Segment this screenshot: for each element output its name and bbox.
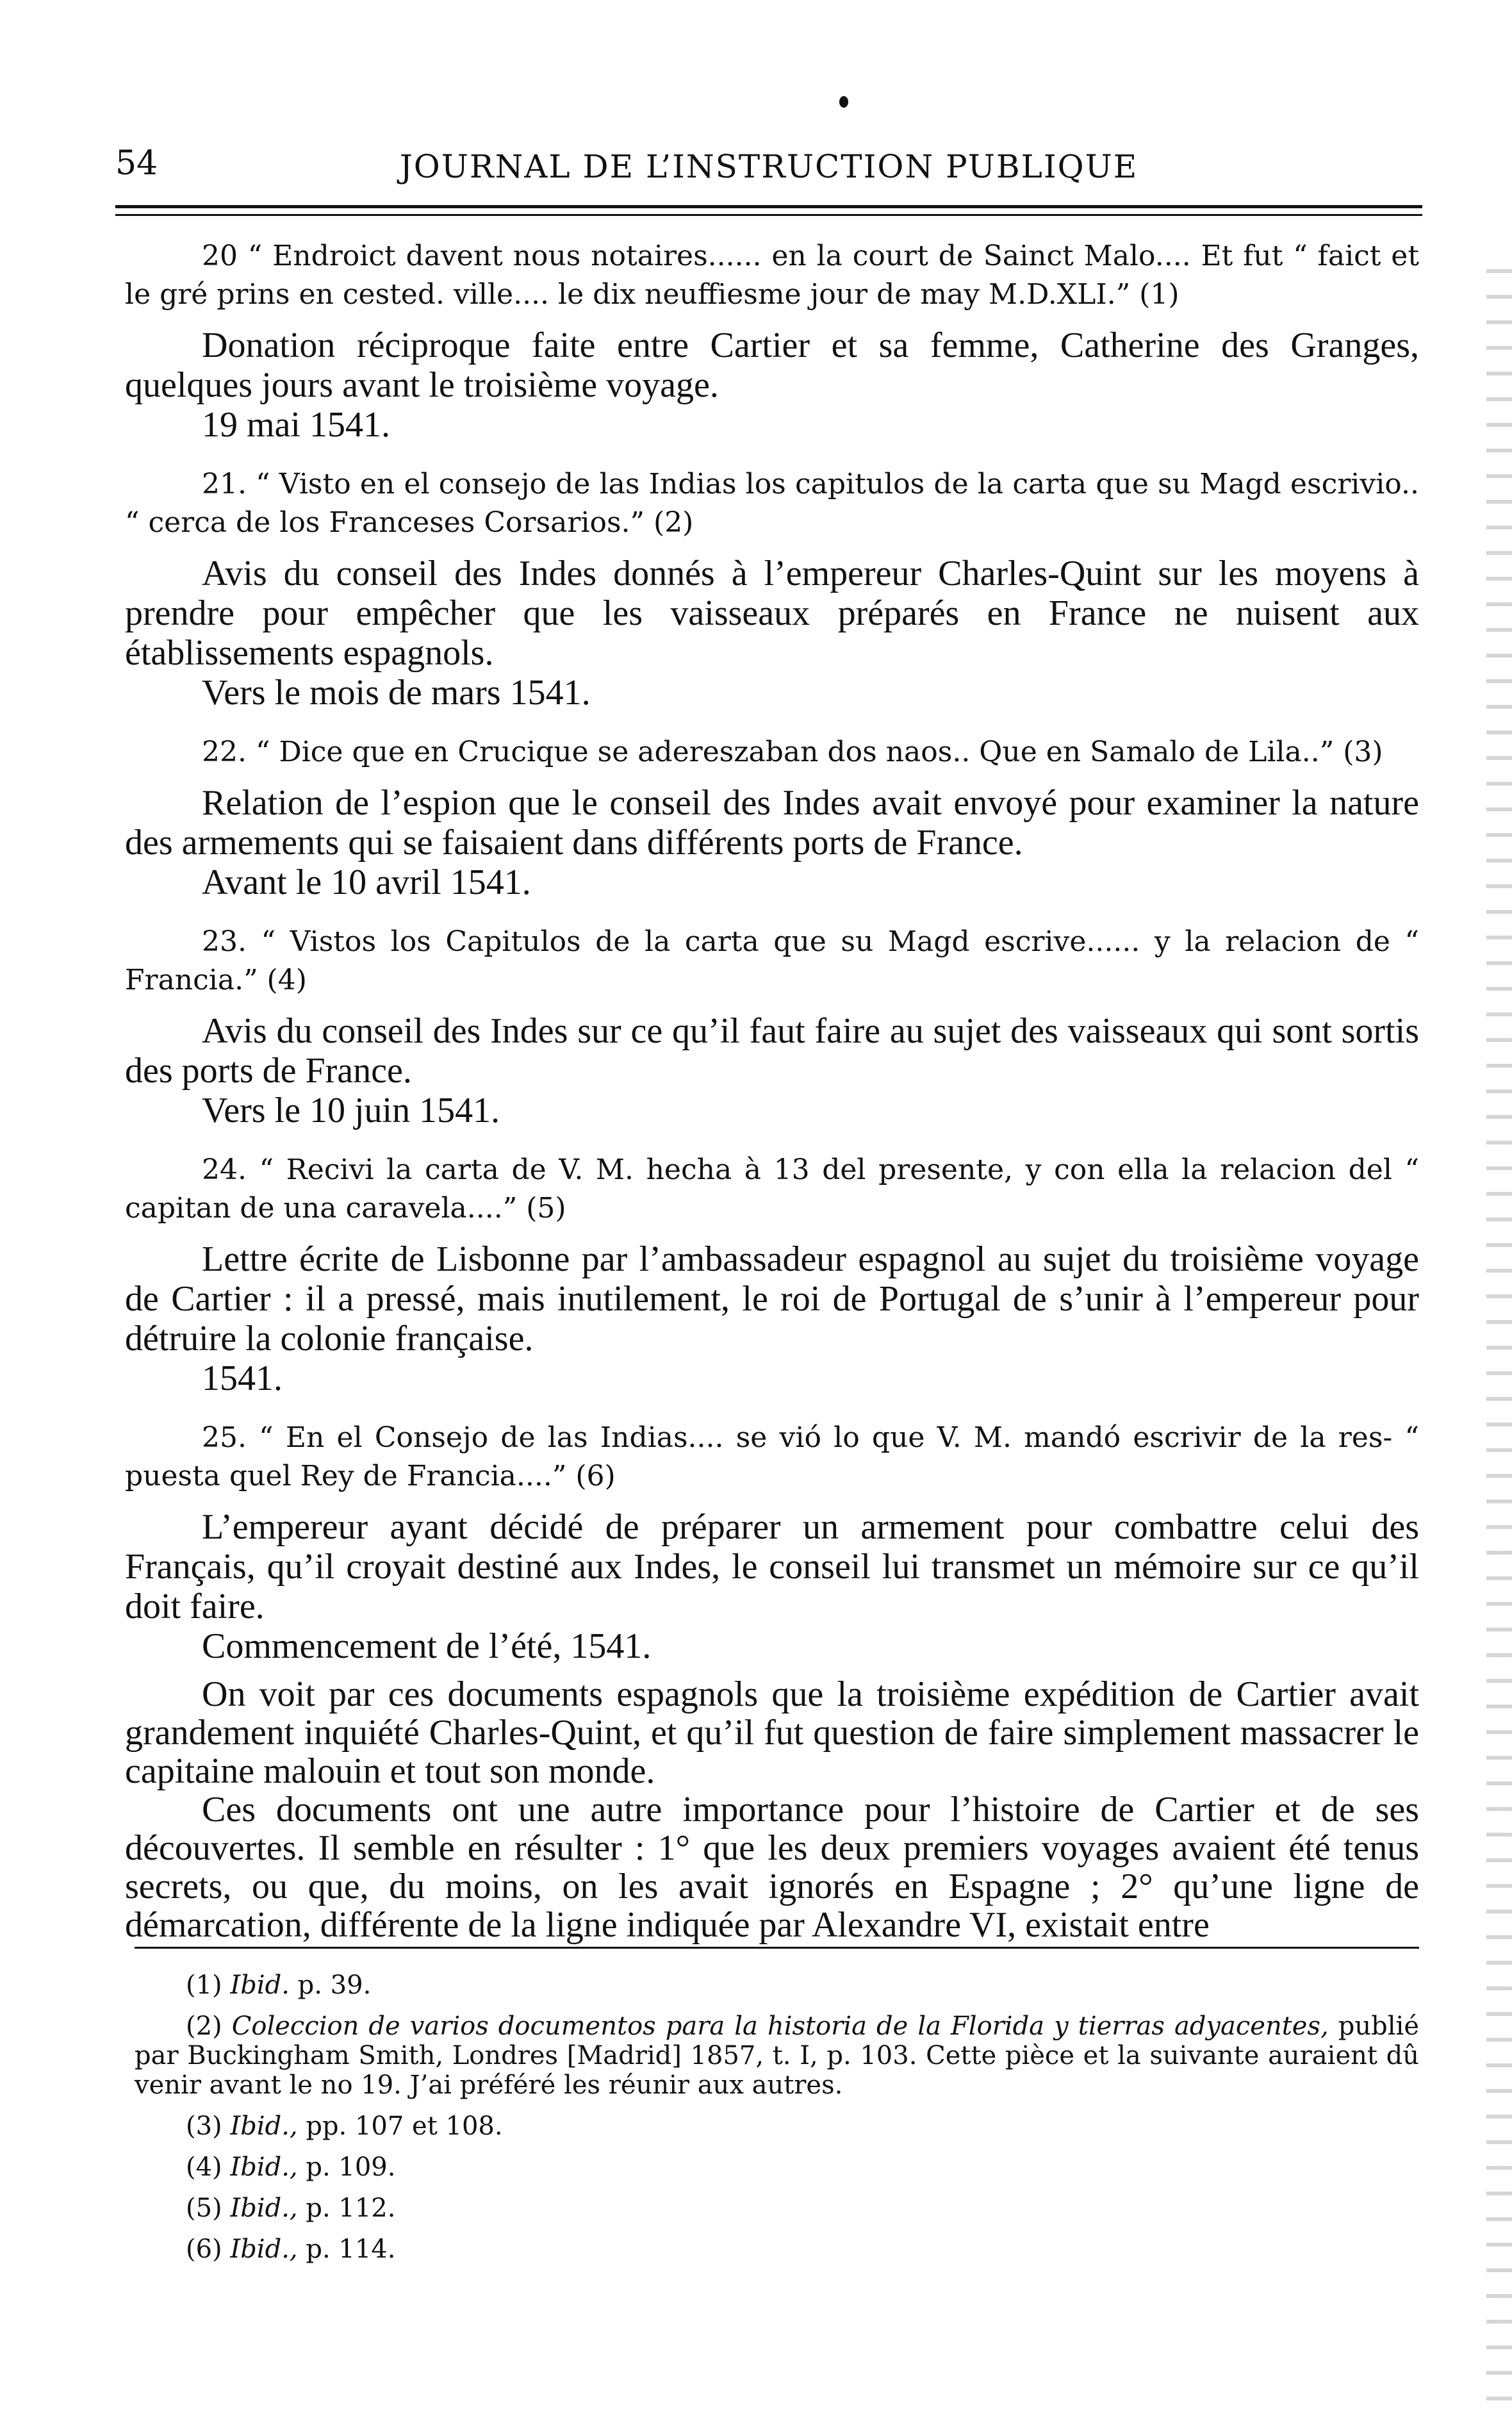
running-title: JOURNAL DE L’INSTRUCTION PUBLIQUE (399, 148, 1138, 185)
entry-quote: 23. “ Vistos los Capitulos de la carta que su Magd escrive...... y la relacion de “ Francia.” (4) (125, 925, 1419, 996)
page-number: 54 (115, 144, 158, 183)
footnote-3: (3) Ibid., pp. 107 et 108. (186, 2111, 503, 2141)
footnote-2: (2) Coleccion de varios documentos para la historia de la Florida y tierras adyacentes, publié par Buckingham Smith, Londres [Madrid] 1857, t. I, p. 103. Cette pièce et la suivante auraient dû venir avant le no 19. J’ai préféré les réunir aux autres. (135, 2011, 1419, 2100)
header-rule (115, 205, 1422, 208)
entry-date: Avant le 10 avril 1541. (202, 863, 531, 902)
entry-date: Vers le 10 juin 1541. (202, 1091, 500, 1130)
entry-quote: 21. “ Visto en el consejo de las Indias los capitulos de la carta que su Magd escrivio.. “ cerca de los Franceses Corsarios.” (2) (125, 468, 1419, 539)
document-entry-22 (125, 733, 1419, 902)
footnote-5: (5) Ibid., p. 112. (186, 2193, 396, 2223)
footnotes (135, 1970, 1419, 2275)
document-entry-23 (125, 923, 1419, 1130)
header-rule-thin (115, 214, 1422, 216)
footnote-4: (4) Ibid., p. 109. (186, 2152, 396, 2182)
entry-summary: Donation réciproque faite entre Cartier et sa femme, Catherine des Granges, quelques jours avant le troisième voyage. (125, 326, 1419, 405)
entry-quote: 24. “ Recivi la carta de V. M. hecha à 13 del presente, y con ella la relacion del “ capitan de una caravela....” (5) (125, 1153, 1419, 1225)
footnote-1: (1) Ibid. p. 39. (186, 1970, 372, 2000)
entry-date: Vers le mois de mars 1541. (202, 673, 591, 713)
page-header (115, 144, 1422, 202)
entry-summary: Avis du conseil des Indes donnés à l’empereur Charles-Quint sur les moyens à prendre pour empêcher que les vaisseaux préparés en France ne nuisent aux établissements espagnols. (125, 554, 1419, 673)
document-entry-25 (125, 1419, 1419, 1666)
entry-summary: Lettre écrite de Lisbonne par l’ambassadeur espagnol au sujet du troisième voyage de Cartier : il a pressé, mais inutilement, le roi de Portugal de s’unir à l’empereur pour détruire la colonie française. (125, 1239, 1419, 1359)
entry-summary: L’empereur ayant décidé de préparer un armement pour combattre celui des Français, qu’il croyait destiné aux Indes, le conseil lui transmet un mémoire sur ce qu’il doit faire. (125, 1507, 1419, 1626)
main-text (125, 237, 1419, 1944)
footnote-rule (135, 1947, 1419, 1949)
entry-date: 1541. (202, 1359, 283, 1398)
document-entry-24 (125, 1151, 1419, 1398)
entry-summary: Avis du conseil des Indes sur ce qu’il faut faire au sujet des vaisseaux qui sont sortis des ports de France. (125, 1011, 1419, 1091)
entry-quote: 20 “ Endroict davent nous notaires...... en la court de Sainct Malo.... Et fut “ faict et le gré prins en cested. ville.... le dix neuffiesme jour de may M.D.XLI.” (1) (125, 240, 1419, 311)
footnote-6: (6) Ibid., p. 114. (186, 2234, 396, 2264)
scan-edge (1486, 269, 1512, 2422)
entry-quote: 25. “ En el Consejo de las Indias.... se vió lo que V. M. mandó escrivir de la res- “ puesta quel Rey de Francia....” (6) (125, 1421, 1419, 1492)
entry-summary: Relation de l’espion que le conseil des Indes avait envoyé pour examiner la nature des armements qui se faisaient dans différents ports de France. (125, 783, 1419, 863)
body-paragraph: On voit par ces documents espagnols que la troisième expédition de Cartier avait grandement inquiété Charles-Quint, et qu’il fut question de faire simplement massacrer le capitaine malouin et tout son monde. (125, 1674, 1419, 1791)
ink-dot (839, 96, 848, 108)
entry-quote: 22. “ Dice que en Crucique se adereszaban dos naos.. Que en Samalo de Lila..” (3) (202, 736, 1383, 768)
body-paragraph: Ces documents ont une autre importance pour l’histoire de Cartier et de ses découvertes. Il semble en résulter : 1° que les deux premiers voyages avaient été tenus secrets, ou que, du moins, on les avait ignorés en Espagne ; 2° qu’une ligne de démarcation, différente de la ligne indiquée par Alexandre VI, existait entre (125, 1790, 1419, 1945)
entry-date: Commencement de l’été, 1541. (202, 1626, 652, 1666)
document-entry-21 (125, 465, 1419, 713)
entry-date: 19 mai 1541. (202, 405, 390, 445)
document-entry-20 (125, 237, 1419, 445)
